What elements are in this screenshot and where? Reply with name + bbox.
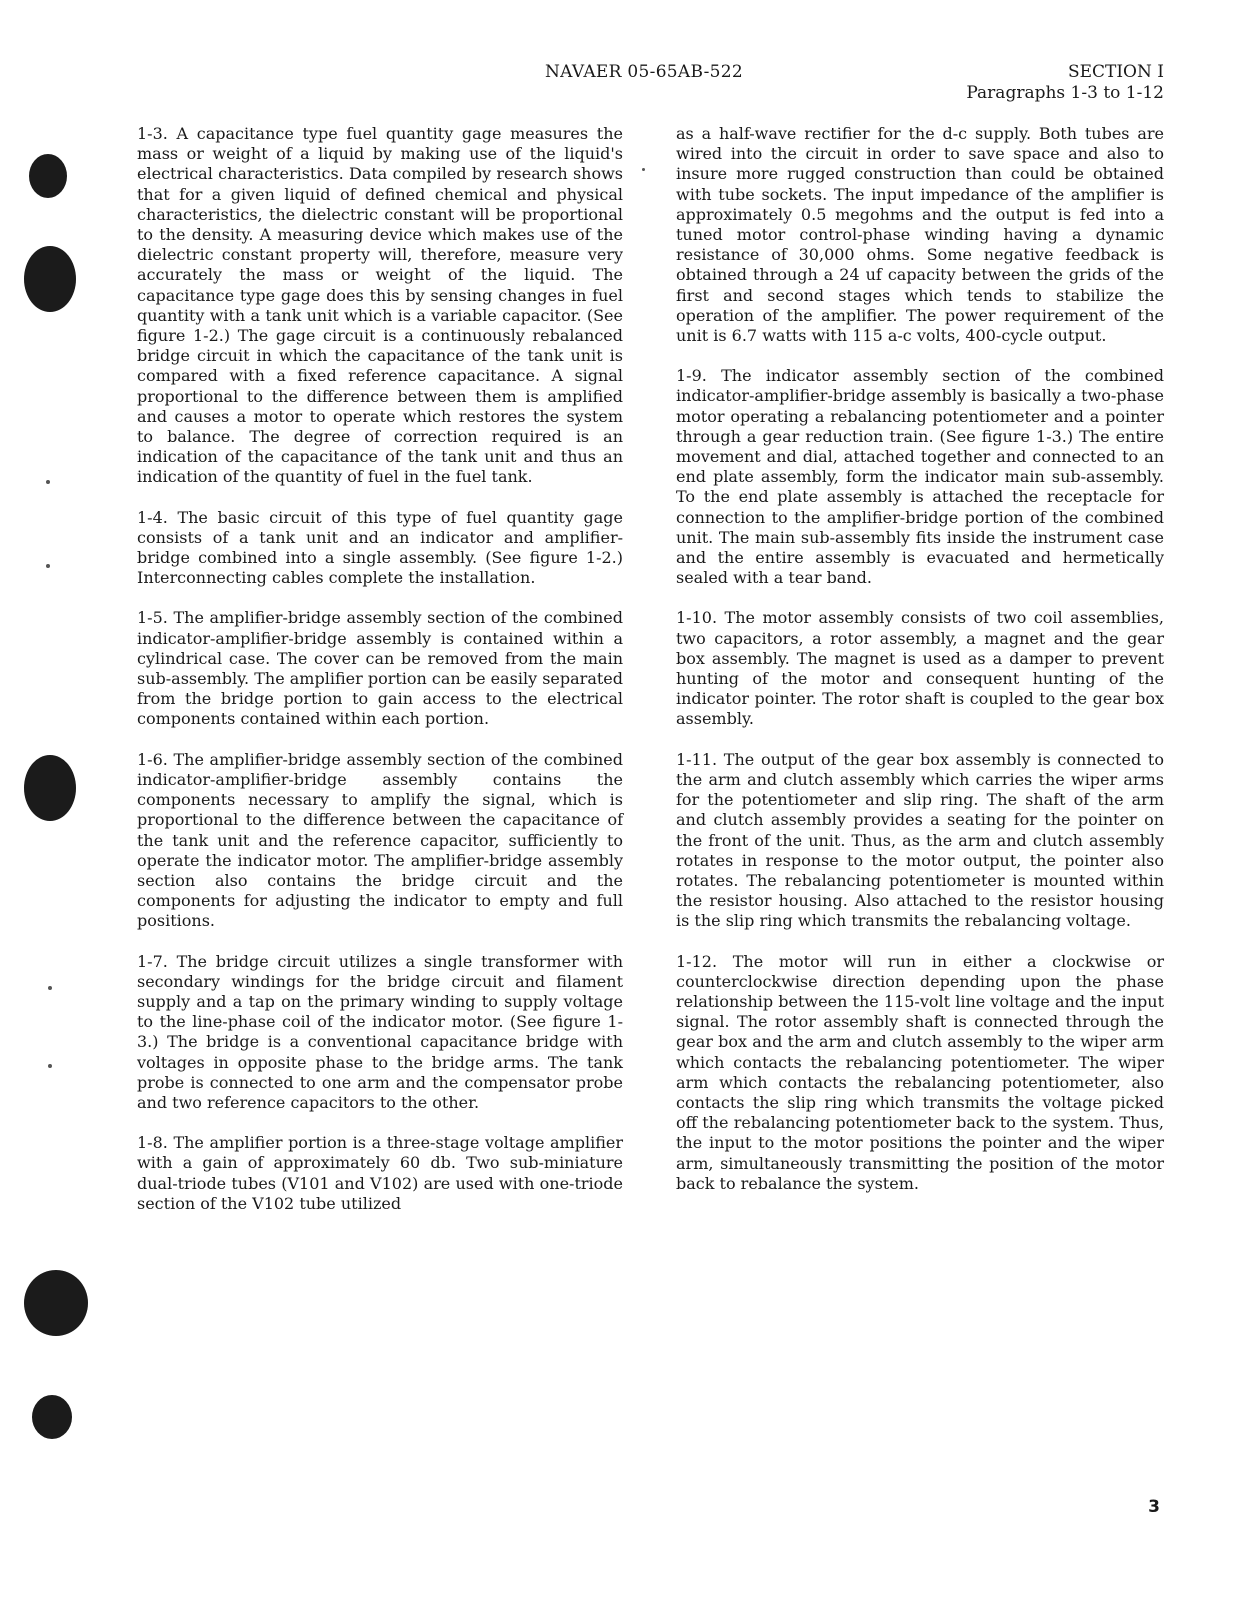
margin-speck bbox=[642, 168, 645, 171]
paragraph-1-7: 1-7. The bridge circuit utilizes a single transformer with secondary windings for the bridge circuit and filament supply and a tap on the primary winding to supply voltage to the line-phase coil of the indicator motor. (See figure 1-3.) The bridge is a conventional capacitance bridge with voltages in opposite phase to the bridge arms. The tank probe is connected to one arm and the compensator probe and two reference capacitors to the other. bbox=[137, 951, 623, 1112]
paragraph-1-10: 1-10. The motor assembly consists of two coil assemblies, two capacitors, a rotor assembly, a magnet and the gear box assembly. The magnet is used as a damper to prevent hunting of the motor and consequent hunting of the indicator pointer. The rotor shaft is coupled to the gear box assembly. bbox=[676, 608, 1164, 729]
right-column bbox=[676, 124, 1164, 1214]
binder-hole-2 bbox=[24, 246, 76, 312]
paragraph-1-11: 1-11. The output of the gear box assembly is connected to the arm and clutch assembly which carries the wiper arms for the potentiometer and slip ring. The shaft of the arm and clutch assembly provides a seating for the pointer on the front of the unit. Thus, as the arm and clutch assembly rotates in response to the motor output, the pointer also rotates. The rebalancing potentiometer is mounted within the resistor housing. Also attached to the resistor housing is the slip ring which transmits the rebalancing voltage. bbox=[676, 749, 1164, 931]
section-header bbox=[966, 62, 1164, 104]
margin-speck bbox=[46, 480, 50, 484]
document-id: NAVAER 05-65AB-522 bbox=[545, 62, 744, 82]
margin-speck bbox=[48, 986, 52, 990]
paragraph-1-12: 1-12. The motor will run in either a clockwise or counterclockwise direction depending upon the phase relationship between the 115-volt line voltage and the input signal. The rotor assembly shaft is connected through the gear box and the arm and clutch assembly to the wiper arm which contacts the rebalancing potentiometer. The wiper arm which contacts the rebalancing potentiometer, also contacts the slip ring which transmits the voltage picked off the rebalancing potentiometer back to the system. Thus, the input to the motor positions the pointer and the wiper arm, simultaneously transmitting the position of the motor back to rebalance the system. bbox=[676, 951, 1164, 1193]
section-label: SECTION I bbox=[1067, 62, 1164, 82]
paragraph-1-6: 1-6. The amplifier-bridge assembly section of the combined indicator-amplifier-bridge assembly contains the components necessary to amplify the signal, which is proportional to the difference between the capacitance of the tank unit and the reference capacitor, sufficiently to operate the indicator motor. The amplifier-bridge assembly section also contains the bridge circuit and the components for adjusting the indicator to empty and full positions. bbox=[137, 749, 623, 931]
binder-hole-5 bbox=[32, 1395, 72, 1439]
left-column bbox=[137, 124, 623, 1234]
paragraph-1-8-continued: as a half-wave rectifier for the d-c supply. Both tubes are wired into the circuit in order to save space and also to insure more rugged construction than could be obtained with tube sockets. The input impedance of the amplifier is approximately 0.5 megohms and the output is fed into a tuned motor control-phase winding having a dynamic resistance of 30,000 ohms. Some negative feedback is obtained through a 24 uf capacity between the grids of the first and second stages which tends to stabilize the operation of the amplifier. The power requirement of the unit is 6.7 watts with 115 a-c volts, 400-cycle output. bbox=[676, 124, 1164, 346]
paragraph-1-8: 1-8. The amplifier portion is a three-stage voltage amplifier with a gain of approximately 60 db. Two sub-miniature dual-triode tubes (V101 and V102) are used with one-triode section of the V102 tube utilized bbox=[137, 1133, 623, 1213]
paragraph-1-3: 1-3. A capacitance type fuel quantity gage measures the mass or weight of a liquid by making use of the liquid's electrical characteristics. Data compiled by research shows that for a given liquid of defined chemical and physical characteristics, the dielectric constant will be proportional to the density. A measuring device which makes use of the dielectric constant property will, therefore, measure very accurately the mass or weight of the liquid. The capacitance type gage does this by sensing changes in fuel quantity with a tank unit which is a variable capacitor. (See figure 1-2.) The gage circuit is a continuously rebalanced bridge circuit in which the capacitance of the tank unit is compared with a fixed reference capacitance. A signal proportional to the difference between them is amplified and causes a motor to operate which restores the system to balance. The degree of correction required is an indication of the capacitance of the tank unit and thus an indication of the quantity of fuel in the fuel tank. bbox=[137, 124, 623, 487]
binder-hole-1 bbox=[29, 154, 67, 198]
paragraph-1-9: 1-9. The indicator assembly section of the combined indicator-amplifier-bridge assembly is basically a two-phase motor operating a rebalancing potentiometer and a pointer through a gear reduction train. (See figure 1-3.) The entire movement and dial, attached together and connected to an end plate assembly, form the indicator main sub-assembly. To the end plate assembly is attached the receptacle for connection to the amplifier-bridge portion of the combined unit. The main sub-assembly fits inside the instrument case and the entire assembly is evacuated and hermetically sealed with a tear band. bbox=[676, 366, 1164, 588]
paragraph-1-5: 1-5. The amplifier-bridge assembly section of the combined indicator-amplifier-bridge assembly is contained within a cylindrical case. The cover can be removed from the main sub-assembly. The amplifier portion can be easily separated from the bridge portion to gain access to the electrical components contained within each portion. bbox=[137, 608, 623, 729]
paragraph-1-4: 1-4. The basic circuit of this type of fuel quantity gage consists of a tank unit and an indicator and amplifier-bridge combined into a single assembly. (See figure 1-2.) Interconnecting cables complete the installation. bbox=[137, 507, 623, 588]
binder-hole-3 bbox=[24, 755, 76, 821]
paragraph-range: Paragraphs 1-3 to 1-12 bbox=[966, 83, 1164, 103]
binder-hole-4 bbox=[24, 1270, 88, 1336]
page-number: 3 bbox=[1148, 1497, 1160, 1517]
margin-speck bbox=[48, 1064, 52, 1068]
margin-speck bbox=[46, 564, 50, 568]
